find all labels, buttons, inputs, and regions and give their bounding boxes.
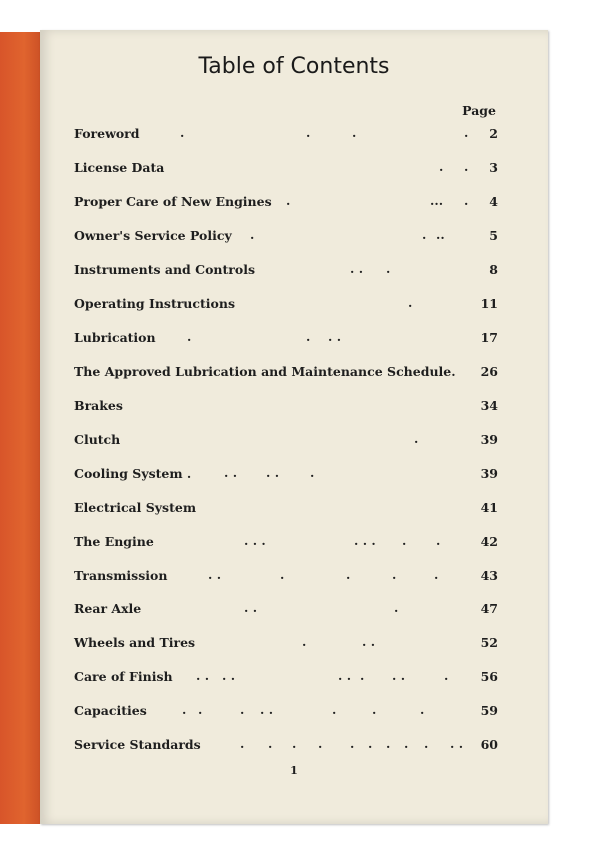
toc-entry-page: 39 (480, 432, 498, 447)
toc-entry (74, 601, 498, 619)
toc-entry (74, 534, 498, 552)
toc-entry-page: 42 (480, 534, 498, 549)
toc-entry-label: Foreword (74, 126, 140, 141)
toc-entry-label: Electrical System (74, 500, 197, 515)
toc-entry-page: 39 (480, 466, 498, 481)
toc-entry-page: 3 (489, 160, 498, 175)
toc-entry-label: The Engine (74, 534, 154, 549)
toc-entry-page: 4 (489, 194, 498, 209)
dot-leader: . . . (302, 634, 376, 649)
toc-entry (74, 262, 498, 280)
toc-entry-page: 2 (489, 126, 498, 141)
toc-entry-label: License Data (74, 160, 165, 175)
page-number: 1 (290, 764, 298, 777)
toc-entry-page: 47 (480, 601, 498, 616)
dot-leader: . . . . . . . . . . (196, 668, 449, 683)
toc-entry-page: 34 (480, 398, 498, 413)
toc-entry (74, 703, 498, 721)
toc-entry-label: Clutch (74, 432, 121, 447)
dot-leader: . . . . . . (208, 567, 439, 582)
dot-leader: . . . (350, 261, 391, 276)
booklet-page (40, 30, 548, 824)
toc-entry (74, 432, 498, 450)
dot-leader: . . . . . . . . . . . (240, 736, 464, 751)
toc-entry-page: 59 (480, 703, 498, 718)
toc-entry (74, 330, 498, 348)
toc-entry-page: 52 (480, 635, 498, 650)
toc-entry-page: 41 (480, 500, 498, 515)
toc-entry-label: Instruments and Controls (74, 262, 255, 277)
toc-entry-page: 43 (480, 568, 498, 583)
toc-entry-page: 60 (480, 737, 498, 752)
toc-entry-label: Owner's Service Policy (74, 228, 232, 243)
toc-entry-page: 56 (480, 669, 498, 684)
toc-entry (74, 737, 498, 755)
toc-entry-label: Operating Instructions (74, 296, 235, 311)
toc-entry (74, 126, 498, 144)
dot-leader: . (408, 295, 413, 310)
toc-entry-label: Wheels and Tires (74, 635, 196, 650)
page-title: Table of Contents (198, 54, 390, 79)
toc-entry (74, 500, 498, 518)
toc-entry-label: The Approved Lubrication and Maintenance Schedule. (74, 364, 456, 379)
toc-entry-label: Service Standards (74, 737, 201, 752)
toc-entry (74, 228, 498, 246)
toc-entry-page: 5 (489, 228, 498, 243)
toc-entry (74, 296, 498, 314)
dot-leader: . . . (244, 600, 399, 615)
toc-entry (74, 635, 498, 653)
dot-leader: . . . . . . . . (244, 533, 441, 548)
toc-entry-page: 8 (489, 262, 498, 277)
toc-entry-label: Cooling System . (74, 466, 192, 481)
toc-entry-label: Care of Finish (74, 669, 173, 684)
toc-entry-label: Capacities (74, 703, 147, 718)
toc-entry (74, 364, 498, 382)
dot-leader: . . .. (250, 227, 445, 242)
toc-entry (74, 568, 498, 586)
toc-entry (74, 466, 498, 484)
toc-entry-label: Rear Axle (74, 601, 142, 616)
toc-entry-page: 11 (480, 296, 498, 311)
toc-entry (74, 669, 498, 687)
dot-leader: . . (439, 159, 469, 174)
dot-leader: . (414, 431, 419, 446)
dot-leader: . . . . . . . . (182, 702, 425, 717)
dot-leader: . . . . . (224, 465, 315, 480)
toc-entry-label: Brakes (74, 398, 123, 413)
toc-entry-label: Lubrication (74, 330, 156, 345)
toc-entry (74, 194, 498, 212)
toc-entry-page: 17 (480, 330, 498, 345)
toc-entry-page: 26 (480, 364, 498, 379)
orange-cover-edge (0, 32, 44, 824)
page-column-header: Page (462, 103, 496, 118)
toc-entry-label: Proper Care of New Engines (74, 194, 272, 209)
toc-entry-label: Transmission (74, 568, 168, 583)
dot-leader: . ... . (286, 193, 469, 208)
toc-entry (74, 398, 498, 416)
dot-leader: . . . . (180, 125, 469, 140)
toc-entry (74, 160, 498, 178)
dot-leader: . . . . (187, 329, 342, 344)
